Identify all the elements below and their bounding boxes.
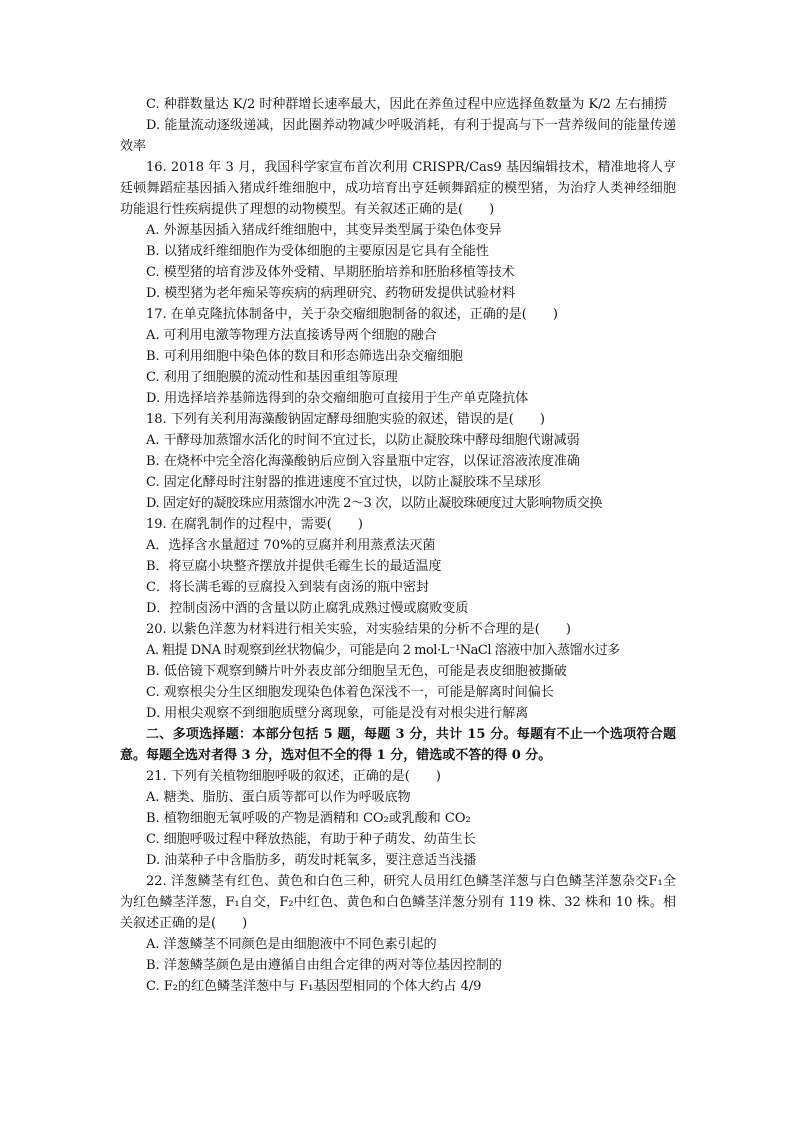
q16-option-b: B. 以猪成纤维细胞作为受体细胞的主要原因是它具有全能性	[146, 244, 489, 259]
q16-option-c: C. 模型猪的培育涉及体外受精、早期胚胎培养和胚胎移植等技术	[146, 265, 515, 280]
q21-option-c: C. 细胞呼吸过程中释放热能，有助于种子萌发、幼苗生长	[146, 832, 476, 847]
q20-stem: 20. 以紫色洋葱为材料进行相关实验，对实验结果的分析不合理的是( )	[146, 622, 571, 637]
q20-option-a: A. 粗提 DNA 时观察到丝状物偏少，可能是向 2 mol·L⁻¹NaCl 溶液中加入蒸馏水过多	[146, 643, 620, 658]
q20-option-c: C. 观察根尖分生区细胞发现染色体着色深浅不一，可能是解离时间偏长	[146, 685, 554, 700]
q20-option-d: D. 用根尖观察不到细胞质壁分离现象，可能是没有对根尖进行解离	[146, 706, 529, 721]
q15-option-d: D. 能量流动逐级递减，因此圈养动物减少呼吸消耗，有利于提高与下一营养级间的能量传递效率	[120, 118, 676, 154]
q17-option-a: A. 可利用电激等物理方法直接诱导两个细胞的融合	[146, 328, 437, 343]
q21-stem: 21. 下列有关植物细胞呼吸的叙述，正确的是( )	[146, 769, 441, 784]
q20-option-b: B. 低倍镜下观察到鳞片叶外表皮部分细胞呈无色，可能是表皮细胞被撕破	[146, 664, 567, 679]
q21-option-a: A. 糖类、脂肪、蛋白质等都可以作为呼吸底物	[146, 790, 411, 805]
q18-option-d: D. 固定好的凝胶珠应用蒸馏水冲洗 2～3 次，以防止凝胶珠硬度过大影响物质交换	[146, 496, 603, 511]
exam-page	[120, 94, 676, 997]
q18-stem: 18. 下列有关利用海藻酸钠固定酵母细胞实验的叙述，错误的是( )	[146, 412, 545, 427]
q18-option-a: A. 干酵母加蒸馏水活化的时间不宜过长，以防止凝胶珠中酵母细胞代谢减弱	[146, 433, 580, 448]
q18-option-b: B. 在烧杯中完全溶化海藻酸钠后应倒入容量瓶中定容，以保证溶液浓度准确	[146, 454, 580, 469]
q22-option-a: A. 洋葱鳞茎不同颜色是由细胞液中不同色素引起的	[146, 937, 437, 952]
q22-option-c: C. F₂的红色鳞茎洋葱中与 F₁基因型相同的个体大约占 4/9	[146, 979, 482, 994]
q19-option-a: A．选择含水量超过 70%的豆腐并利用蒸煮法灭菌	[146, 538, 436, 553]
q22-stem: 22. 洋葱鳞茎有红色、黄色和白色三种，研究人员用红色鳞茎洋葱与白色鳞茎洋葱杂交F₁全为红色鳞茎洋葱，F₁自交，F₂中红色、黄色和白色鳞茎洋葱分别有 119 株、32 株和 10 株。相关叙述正确的是( )	[120, 874, 676, 931]
q19-option-c: C．将长满毛霉的豆腐投入到装有卤汤的瓶中密封	[146, 580, 429, 595]
q16-option-d: D. 模型猪为老年痴呆等疾病的病理研究、药物研发提供试验材料	[146, 286, 516, 301]
q17-stem: 17. 在单克隆抗体制备中，关于杂交瘤细胞制备的叙述，正确的是( )	[146, 307, 558, 322]
q22-option-b: B. 洋葱鳞茎颜色是由遵循自由组合定律的两对等位基因控制的	[146, 958, 502, 973]
q17-option-d: D. 用选择培养基筛选得到的杂交瘤细胞可直接用于生产单克隆抗体	[146, 391, 529, 406]
q16-stem: 16. 2018 年 3 月，我国科学家宣布首次利用 CRISPR/Cas9 基因编辑技术，精准地将人亨廷顿舞蹈症基因插入猪成纤维细胞中，成功培育出亨廷顿舞蹈症的模型猪，为治疗人类神经细胞功能退行性疾病提供了理想的动物模型。有关叙述正确的是( )	[120, 160, 676, 217]
q19-option-d: D．控制卤汤中酒的含量以防止腐乳成熟过慢或腐败变质	[146, 601, 469, 616]
q19-option-b: B．将豆腐小块整齐摆放并提供毛霉生长的最适温度	[146, 559, 442, 574]
q17-option-b: B. 可利用细胞中染色体的数目和形态筛选出杂交瘤细胞	[146, 349, 463, 364]
q15-option-c: C. 种群数量达 K/2 时种群增长速率最大，因此在养鱼过程中应选择鱼数量为 K/2 左右捕捞	[146, 97, 668, 112]
q18-option-c: C. 固定化酵母时注射器的推进速度不宜过快，以防止凝胶珠不呈球形	[146, 475, 541, 490]
q16-option-a: A. 外源基因插入猪成纤维细胞中，其变异类型属于染色体变异	[146, 223, 502, 238]
q21-option-b: B. 植物细胞无氧呼吸的产物是酒精和 CO₂或乳酸和 CO₂	[146, 811, 471, 826]
q21-option-d: D. 油菜种子中含脂肪多，萌发时耗氧多，要注意适当浅播	[146, 853, 477, 868]
q17-option-c: C. 利用了细胞膜的流动性和基因重组等原理	[146, 370, 398, 385]
section2-heading: 二、多项选择题：本部分包括 5 题，每题 3 分，共计 15 分。每题有不止一个选项符合题意。每题全选对者得 3 分，选对但不全的得 1 分，错选或不答的得 0 分。	[120, 727, 676, 763]
q19-stem: 19. 在腐乳制作的过程中，需要( )	[146, 517, 363, 532]
